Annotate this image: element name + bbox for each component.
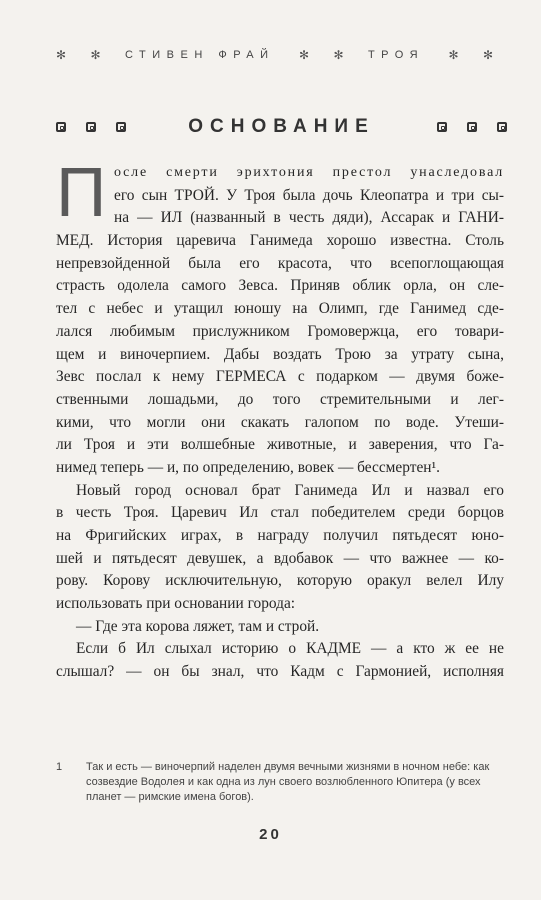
running-head-title: ТРОЯ bbox=[367, 49, 425, 61]
ornament-group-left bbox=[56, 122, 126, 132]
text-line: щем и виночерпием. Дабы воздать Трою за утрату сына, bbox=[56, 345, 504, 363]
star-ornament-icon: ✻ bbox=[56, 48, 67, 62]
star-ornament-icon: ✻ bbox=[482, 48, 493, 62]
text-line: слышал? — он бы знал, что Кадм с Гармонией, исполняя bbox=[56, 663, 504, 681]
footnote-text: Так и есть — виночерпий наделен двумя вечными жизнями в ночном небе: как созвездие Водолея и как одна из лун своего возлюбленного Юпитера (у всех планет — римские имена богов). bbox=[86, 761, 490, 803]
running-head-author: СТИВЕН ФРАЙ bbox=[124, 49, 275, 61]
text-line: использовать при основании города: bbox=[56, 595, 296, 613]
text-line: тел с небес и утащил юношу на Олимп, где Ганимед сде- bbox=[56, 300, 504, 318]
drop-cap: П bbox=[56, 164, 106, 220]
footnote bbox=[56, 760, 504, 805]
square-spiral-icon bbox=[86, 122, 96, 132]
running-head bbox=[56, 48, 493, 62]
text-line: МЕД. История царевича Ганимеда хорошо известна. Столь bbox=[56, 232, 504, 250]
text-line: Если б Ил слыхал историю о КАДМЕ — а кто ж ее не bbox=[76, 640, 504, 658]
text-line: непревзойденной была его красота, что всепоглощающая bbox=[56, 254, 504, 272]
text-line: шей и пятьдесят девушек, а вдобавок — что важнее — ко- bbox=[56, 549, 504, 567]
text-line: ли Троя и эти волшебные животные, и заверения, что Га- bbox=[56, 436, 504, 454]
text-line: Зевс послал к нему ГЕРМЕСА с подарком — двумя боже- bbox=[56, 368, 504, 386]
text-line: ственными лошадьми, до того стремительными и лег- bbox=[56, 390, 504, 408]
ornament-group-right bbox=[437, 122, 507, 132]
chapter-title: ОСНОВАНИЕ bbox=[188, 116, 375, 137]
star-ornament-icon: ✻ bbox=[298, 48, 310, 62]
text-line: страсть одолела самого Зевса. Приняв облик орла, он сле- bbox=[56, 277, 504, 295]
text-line: на Фригийских играх, в награду получил пятьдесят юно- bbox=[56, 527, 504, 544]
square-spiral-icon bbox=[497, 122, 507, 132]
text-line: Новый город основал брат Ганимеда Ил и назвал его bbox=[76, 481, 504, 499]
star-ornament-icon: ✻ bbox=[90, 48, 101, 62]
body-text bbox=[56, 162, 504, 684]
chapter-heading bbox=[56, 116, 507, 138]
footnote-number: 1 bbox=[56, 761, 63, 773]
square-spiral-icon bbox=[437, 122, 447, 132]
text-line: кими, что могли они скакать галопом по воде. Утеши- bbox=[56, 413, 504, 431]
text-line: осле смерти эрихтония престол унаследовал bbox=[114, 165, 504, 180]
text-line: рову. Корову исключительную, которую оракул велел Илу bbox=[56, 572, 504, 590]
text-line: его сын ТРОЙ. У Троя была дочь Клеопатра и три сы- bbox=[114, 186, 504, 204]
star-ornament-icon: ✻ bbox=[448, 48, 459, 62]
text-line: нимед теперь — и, по определению, вовек — бессмертен¹. bbox=[56, 458, 440, 476]
square-spiral-icon bbox=[467, 122, 477, 132]
text-line: в честь Троя. Царевич Ил стал победителем среди борцов bbox=[56, 504, 504, 522]
square-spiral-icon bbox=[56, 122, 66, 132]
text-line: — Где эта корова ляжет, там и строй. bbox=[76, 617, 320, 635]
page-number: 20 bbox=[259, 826, 282, 843]
text-line: лался любимым прислужником Громовержца, его товари- bbox=[56, 322, 504, 340]
square-spiral-icon bbox=[116, 122, 126, 132]
text-line: на — ИЛ (названный в честь дяди), Ассарак и ГАНИ- bbox=[114, 209, 504, 227]
star-ornament-icon: ✻ bbox=[333, 48, 344, 62]
